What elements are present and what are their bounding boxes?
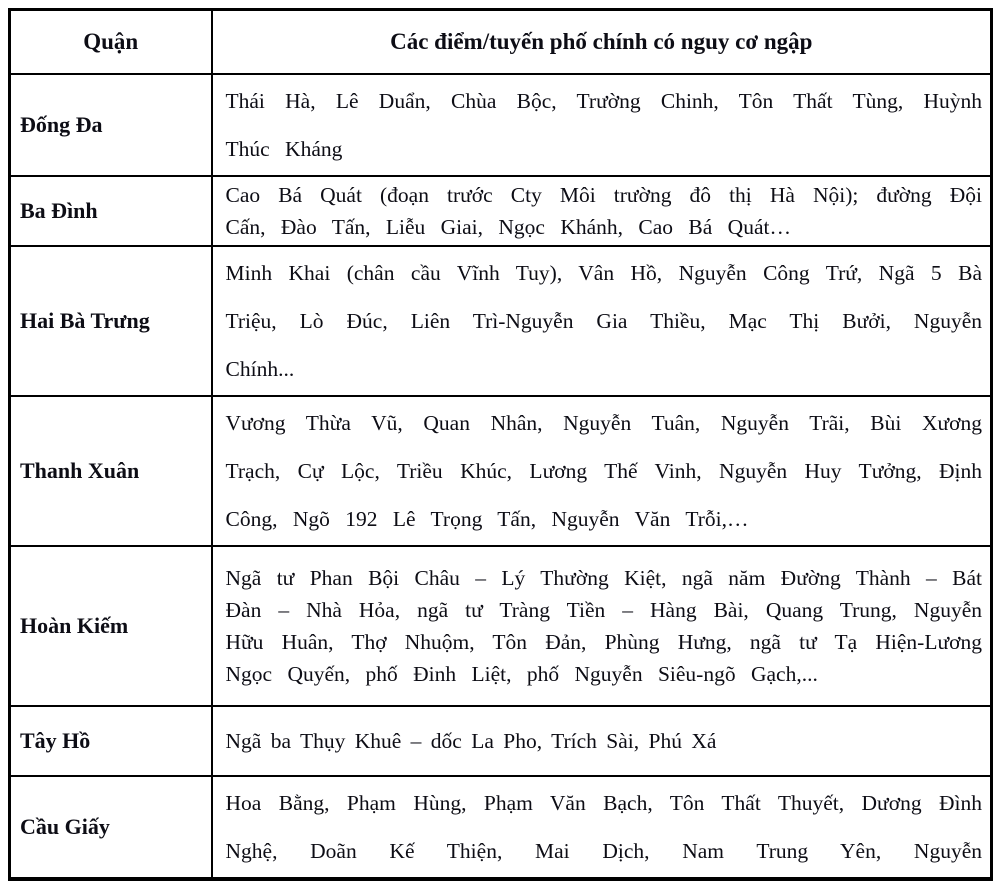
streets-cell: Ngã tư Phan Bội Châu – Lý Thường Kiệt, ngã năm Đường Thành – Bát Đàn – Nhà Hỏa, ngã tư Tràng Tiền – Hàng Bài, Quang Trung, Nguyễn Hữu Huân, Thợ Nhuộm, Tôn Đản, Phùng Hưng, ngã tư Tạ Hiện-Lương Ngọc Quyến, phố Đinh Liệt, phố Nguyễn Siêu-ngõ Gạch,...	[212, 546, 992, 706]
district-cell: Tây Hồ	[10, 706, 212, 776]
table-row-hai-ba-trung	[10, 246, 992, 396]
streets-cell: Hoa Bằng, Phạm Hùng, Phạm Văn Bạch, Tôn Thất Thuyết, Dương Đình Nghệ, Doãn Kế Thiện, Mai Dịch, Nam Trung Yên, Nguyễn	[212, 776, 992, 879]
streets-cell: Cao Bá Quát (đoạn trước Cty Môi trường đô thị Hà Nội); đường Đội Cấn, Đào Tấn, Liễu Giai, Ngọc Khánh, Cao Bá Quát…	[212, 176, 992, 246]
flood-risk-table	[8, 8, 993, 881]
district-cell: Đống Đa	[10, 74, 212, 176]
table-row-ba-dinh	[10, 176, 992, 246]
header-district: Quận	[10, 10, 212, 74]
district-cell: Ba Đình	[10, 176, 212, 246]
streets-cell: Thái Hà, Lê Duẩn, Chùa Bộc, Trường Chinh, Tôn Thất Tùng, Huỳnh Thúc Kháng	[212, 74, 992, 176]
table-row-thanh-xuan	[10, 396, 992, 546]
table-row-cau-giay	[10, 776, 992, 879]
district-cell: Hoàn Kiếm	[10, 546, 212, 706]
table-header-row	[10, 10, 992, 74]
streets-cell: Vương Thừa Vũ, Quan Nhân, Nguyễn Tuân, Nguyễn Trãi, Bùi Xương Trạch, Cự Lộc, Triều Khúc, Lương Thế Vinh, Nguyễn Huy Tưởng, Định Công, Ngõ 192 Lê Trọng Tấn, Nguyễn Văn Trỗi,…	[212, 396, 992, 546]
header-streets: Các điểm/tuyến phố chính có nguy cơ ngập	[212, 10, 992, 74]
table-row-tay-ho	[10, 706, 992, 776]
table-row-hoan-kiem	[10, 546, 992, 706]
table-row-dong-da	[10, 74, 992, 176]
district-cell: Cầu Giấy	[10, 776, 212, 879]
district-cell: Thanh Xuân	[10, 396, 212, 546]
document-page	[0, 8, 1000, 873]
streets-cell: Minh Khai (chân cầu Vĩnh Tuy), Vân Hồ, Nguyễn Công Trứ, Ngã 5 Bà Triệu, Lò Đúc, Liên Trì-Nguyễn Gia Thiều, Mạc Thị Bưởi, Nguyễn Chính...	[212, 246, 992, 396]
streets-cell: Ngã ba Thụy Khuê – dốc La Pho, Trích Sài, Phú Xá	[212, 706, 992, 776]
district-cell: Hai Bà Trưng	[10, 246, 212, 396]
